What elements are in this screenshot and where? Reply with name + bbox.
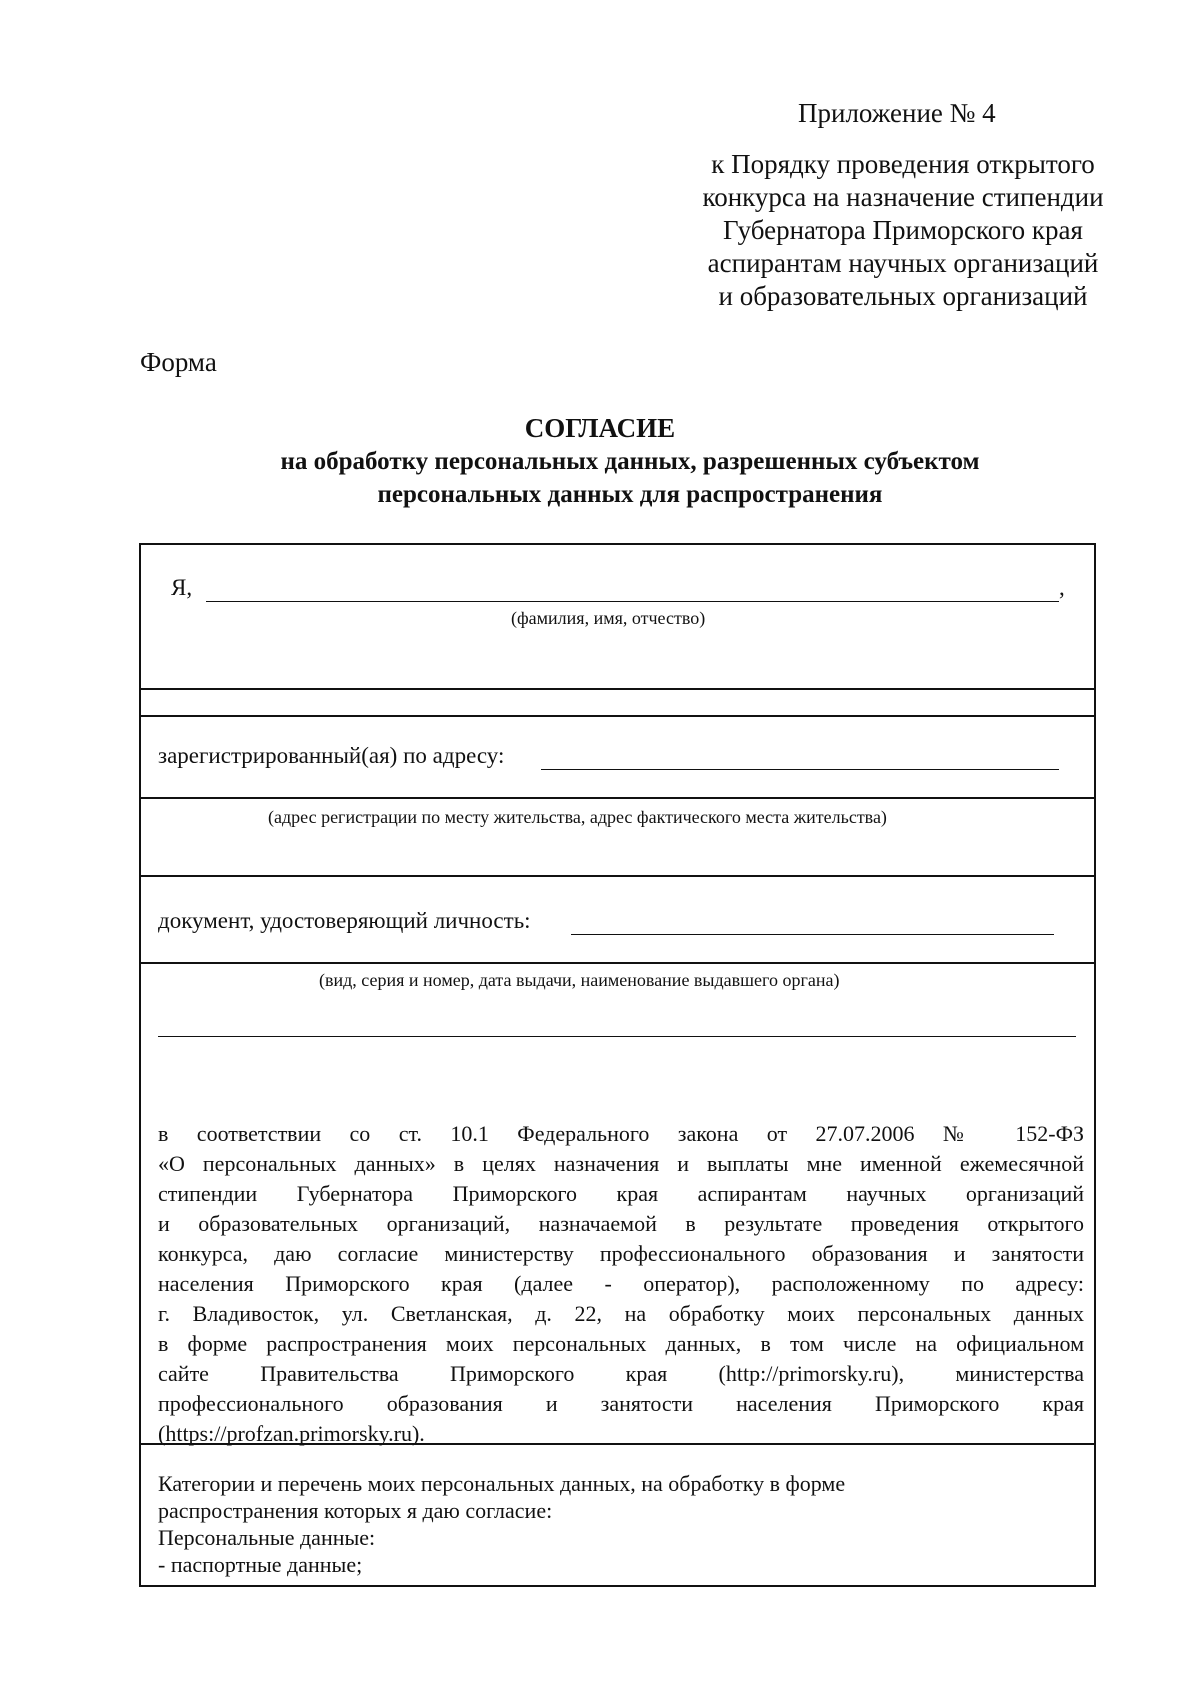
categories-section xyxy=(158,1470,845,1578)
categories-heading: Персональные данные: xyxy=(158,1525,376,1550)
row-divider xyxy=(141,1443,1094,1445)
consent-line: в соответствии со ст. 10.1 Федерального закона от 27.07.2006 № 152-ФЗ xyxy=(158,1121,1084,1146)
consent-line: населения Приморского края (далее - оператор), расположенному по адресу: xyxy=(158,1271,1084,1296)
consent-line: сайте Правительства Приморского края (http://primorsky.ru), министерства xyxy=(158,1361,1084,1386)
document-details-line[interactable] xyxy=(158,1036,1076,1037)
consent-line: и образовательных организаций, назначаемой в результате проведения открытого xyxy=(158,1211,1084,1236)
address-caption: (адрес регистрации по месту жительства, адрес фактического места жительства) xyxy=(268,807,887,827)
address-label: зарегистрированный(ая) по адресу: xyxy=(158,743,505,768)
categories-intro-line: распространения которых я даю согласие: xyxy=(158,1498,553,1523)
document-label: документ, удостоверяющий личность: xyxy=(158,908,531,933)
name-suffix: , xyxy=(1059,575,1065,600)
reference-line: аспирантам научных организаций xyxy=(707,248,1099,278)
subtitle-line: на обработку персональных данных, разрешенных субъектом xyxy=(280,448,980,475)
reference-line: конкурса на назначение стипендии xyxy=(702,182,1104,212)
row-divider xyxy=(141,962,1094,964)
row-divider xyxy=(141,688,1094,690)
consent-line: профессионального образования и занятости населения Приморского края xyxy=(158,1391,1084,1416)
reference-line: Губернатора Приморского края xyxy=(723,215,1083,245)
reference-line: и образовательных организаций xyxy=(718,281,1088,311)
row-divider xyxy=(141,797,1094,799)
row-divider xyxy=(141,875,1094,877)
appendix-label: Приложение № 4 xyxy=(798,98,996,128)
document-title: СОГЛАСИЕ xyxy=(524,413,676,443)
document-subtitle xyxy=(180,445,1080,511)
consent-line: «О персональных данных» в целях назначения и выплаты мне именной ежемесячной xyxy=(158,1151,1084,1176)
address-input-line[interactable] xyxy=(541,769,1059,770)
name-prefix: Я, xyxy=(171,575,193,600)
form-label: Форма xyxy=(140,347,217,377)
consent-paragraph xyxy=(158,1119,1084,1449)
consent-line: г. Владивосток, ул. Светланская, д. 22, на обработку моих персональных данных xyxy=(158,1301,1084,1326)
name-input-line[interactable] xyxy=(206,601,1059,602)
document-input-line[interactable] xyxy=(571,934,1054,935)
row-divider xyxy=(141,715,1094,717)
categories-intro-line: Категории и перечень моих персональных данных, на обработку в форме xyxy=(158,1471,846,1496)
reference-line: к Порядку проведения открытого xyxy=(711,149,1095,179)
consent-form-box xyxy=(139,543,1096,1587)
category-item: - паспортные данные; xyxy=(158,1552,363,1577)
appendix-reference xyxy=(668,148,1138,313)
subtitle-line: персональных данных для распространения xyxy=(377,481,883,508)
name-caption: (фамилия, имя, отчество) xyxy=(511,608,706,628)
consent-line: (https://profzan.primorsky.ru). xyxy=(158,1421,425,1446)
document-caption: (вид, серия и номер, дата выдачи, наименование выдавшего органа) xyxy=(319,970,840,990)
consent-line: конкурса, даю согласие министерству профессионального образования и занятости xyxy=(158,1241,1084,1266)
consent-line: в форме распространения моих персональных данных, в том числе на официальном xyxy=(158,1331,1084,1356)
consent-line: стипендии Губернатора Приморского края аспирантам научных организаций xyxy=(158,1181,1084,1206)
